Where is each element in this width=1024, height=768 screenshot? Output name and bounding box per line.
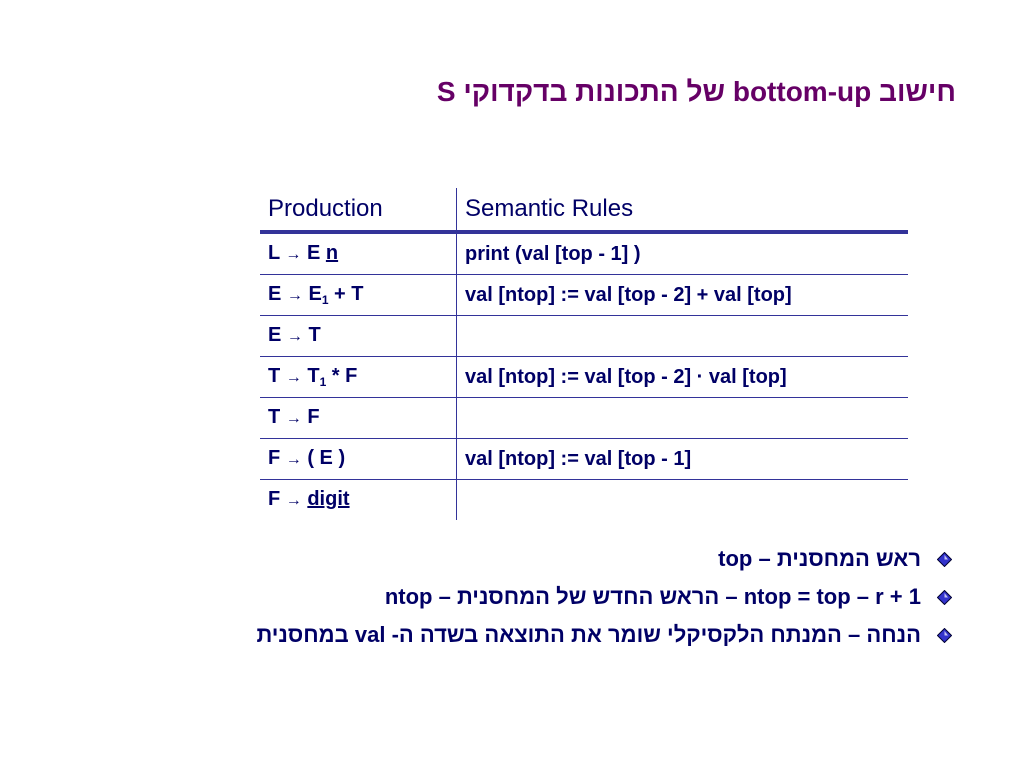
semantic-rule-cell: print (val [top - 1] )	[457, 232, 909, 275]
arrow-icon: →	[286, 328, 303, 345]
production-cell	[260, 398, 457, 439]
arrow-icon: →	[285, 492, 302, 509]
production-rhs: T	[308, 324, 321, 346]
production-lhs: T	[268, 406, 281, 428]
production-lhs: E	[268, 283, 282, 305]
production-rhs: E	[306, 242, 326, 264]
slide-title: חישוב bottom-up של התכונות בדקדוקי S	[436, 76, 956, 107]
production-lhs: L	[268, 242, 280, 264]
table-row	[260, 398, 908, 439]
bullet-list	[52, 540, 952, 654]
arrow-icon: →	[285, 410, 302, 427]
bullet-text: הנחה – המנתח הלקסיקלי שומר את התוצאה בשדה ה- val במחסנית	[256, 622, 921, 647]
production-subscript: 1	[319, 375, 327, 389]
arrow-icon: →	[285, 451, 302, 468]
production-cell	[260, 232, 457, 275]
production-cell	[260, 480, 457, 521]
table-row	[260, 275, 908, 316]
production-lhs: T	[268, 365, 281, 387]
production-cell	[260, 275, 457, 316]
semantic-rule-cell	[457, 398, 909, 439]
arrow-icon: →	[285, 246, 302, 263]
table-header-row	[260, 188, 908, 232]
diamond-bullet-icon	[937, 628, 952, 643]
production-table	[260, 188, 908, 520]
production-rhs: F	[307, 406, 320, 428]
production-rhs-tail: + T	[328, 283, 364, 305]
production-lhs: F	[268, 488, 281, 510]
production-subscript: 1	[321, 293, 329, 307]
table-row	[260, 439, 908, 480]
production-cell	[260, 316, 457, 357]
table-row	[260, 316, 908, 357]
bullet-text: top – ראש המחסנית	[718, 546, 921, 571]
production-lhs: F	[268, 447, 281, 469]
production-cell	[260, 439, 457, 480]
semantic-rule-cell	[457, 316, 909, 357]
diamond-bullet-icon	[937, 552, 952, 567]
production-rhs: T	[307, 365, 320, 387]
semantic-rule-cell: val [ntop] := val [top - 2] + val [top]	[457, 275, 909, 316]
list-item	[52, 578, 952, 616]
diamond-bullet-icon	[937, 590, 952, 605]
production-cell	[260, 357, 457, 398]
semantic-rule-cell	[457, 480, 909, 521]
list-item	[52, 616, 952, 654]
production-rhs: E	[308, 283, 322, 305]
production-rhs: ( E )	[307, 447, 346, 469]
semantic-rule-cell: val [ntop] := val [top - 2] · val [top]	[457, 357, 909, 398]
header-production: Production	[260, 188, 457, 232]
table-row	[260, 232, 908, 275]
production-rhs-tail: * F	[326, 365, 358, 387]
bullet-text: ntop – הראש החדש של המחסנית – ntop = top – r + 1	[384, 584, 921, 609]
table-row	[260, 357, 908, 398]
production-lhs: E	[268, 324, 282, 346]
arrow-icon: →	[285, 369, 302, 386]
semantic-rule-cell: val [ntop] := val [top - 1]	[457, 439, 909, 480]
arrow-icon: →	[286, 287, 303, 304]
table-row	[260, 480, 908, 521]
list-item	[52, 540, 952, 578]
production-terminal: n	[325, 242, 339, 264]
production-terminal: digit	[307, 488, 350, 510]
header-semantic-rules: Semantic Rules	[457, 188, 909, 232]
